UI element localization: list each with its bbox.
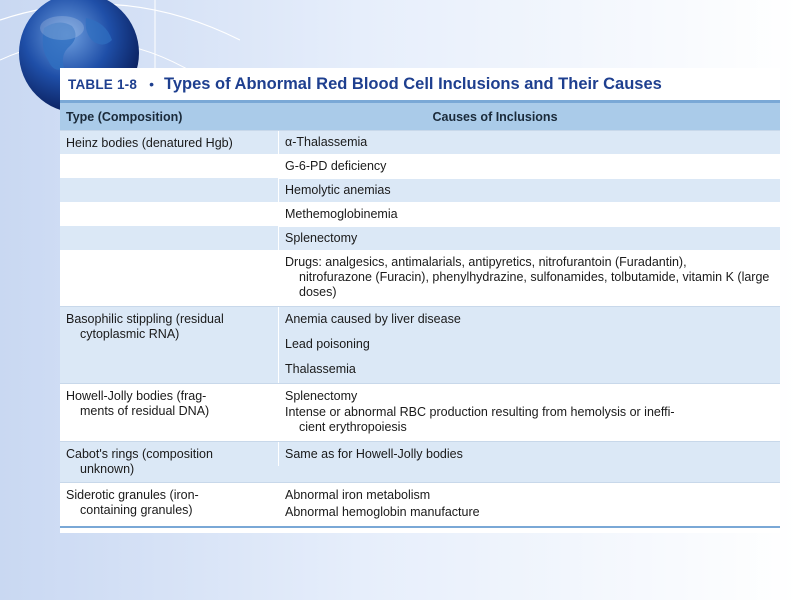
type-text: Siderotic granules (iron-	[66, 488, 199, 502]
causes-cell	[278, 131, 780, 306]
cause-item	[278, 131, 780, 154]
causes-cell	[278, 483, 780, 526]
bottom-divider	[60, 526, 780, 528]
cause-item	[278, 307, 780, 331]
cause-text: Abnormal hemoglobin manufacture	[285, 505, 480, 519]
type-cell	[60, 307, 278, 383]
cause-text: α-Thalassemia	[285, 135, 368, 149]
cause-item	[278, 178, 780, 202]
type-text-continued: containing granules)	[80, 503, 193, 517]
table-row	[60, 441, 780, 482]
cause-item	[278, 202, 780, 226]
title-bullet: •	[149, 76, 154, 92]
cause-text: Thalassemia	[285, 362, 356, 376]
cause-item	[278, 331, 780, 356]
type-cell	[60, 384, 278, 441]
table-title	[60, 68, 780, 100]
cause-text: Splenectomy	[285, 389, 358, 403]
type-cell	[60, 131, 278, 306]
type-text-continued: unknown)	[80, 462, 135, 476]
type-text: Cabot's rings (composition	[66, 447, 213, 461]
type-text-continued: cytoplasmic RNA)	[80, 327, 180, 341]
cause-text: Methemoglobinemia	[285, 207, 398, 221]
cause-item	[278, 504, 780, 524]
cause-text-continued: cient erythropoiesis	[299, 420, 407, 434]
cause-item	[278, 442, 780, 466]
table-row	[60, 306, 780, 383]
causes-cell	[278, 442, 780, 482]
type-text: Basophilic stippling (residual	[66, 312, 224, 326]
cause-text: Same as for Howell-Jolly bodies	[285, 447, 463, 461]
cause-item	[278, 250, 780, 306]
type-cell	[60, 483, 278, 526]
cause-text: Drugs: analgesics, antimalarials, antipyretics, nitrofurantoin (Furadantin),	[285, 255, 687, 269]
type-text: Heinz bodies (denatured Hgb)	[66, 136, 233, 150]
cause-text: Lead poisoning	[285, 337, 370, 351]
cause-item	[278, 226, 780, 250]
type-text: Howell-Jolly bodies (frag-	[66, 389, 207, 403]
cause-item	[278, 356, 780, 383]
header-type: Type (Composition)	[66, 109, 183, 124]
header-causes: Causes of Inclusions	[432, 109, 558, 124]
cause-item	[278, 483, 780, 504]
cause-text: Intense or abnormal RBC production resulting from hemolysis or ineffi-	[285, 405, 675, 419]
cause-text: Hemolytic anemias	[285, 183, 391, 197]
cause-item	[278, 384, 780, 404]
cause-text: Splenectomy	[285, 231, 358, 245]
cause-item	[278, 404, 780, 441]
causes-cell	[278, 307, 780, 383]
cause-text-continued: nitrofurazone (Furacin), phenylhydrazine, sulfonamides, tolbutamide, vitamin K (large doses)	[299, 270, 770, 299]
causes-cell	[278, 384, 780, 441]
type-text-continued: ments of residual DNA)	[80, 404, 210, 418]
table-row	[60, 482, 780, 526]
table-header	[60, 103, 780, 130]
table-row	[60, 383, 780, 441]
table-row	[60, 130, 780, 306]
cause-item	[278, 154, 780, 178]
type-cell	[60, 442, 278, 482]
table-title-text: Types of Abnormal Red Blood Cell Inclusions and Their Causes	[163, 74, 662, 93]
cause-text: Abnormal iron metabolism	[285, 488, 431, 502]
cause-text: Anemia caused by liver disease	[285, 312, 461, 326]
cause-text: G-6-PD deficiency	[285, 159, 387, 173]
table-label: TABLE 1-8	[68, 76, 138, 92]
inclusions-table	[60, 68, 780, 533]
